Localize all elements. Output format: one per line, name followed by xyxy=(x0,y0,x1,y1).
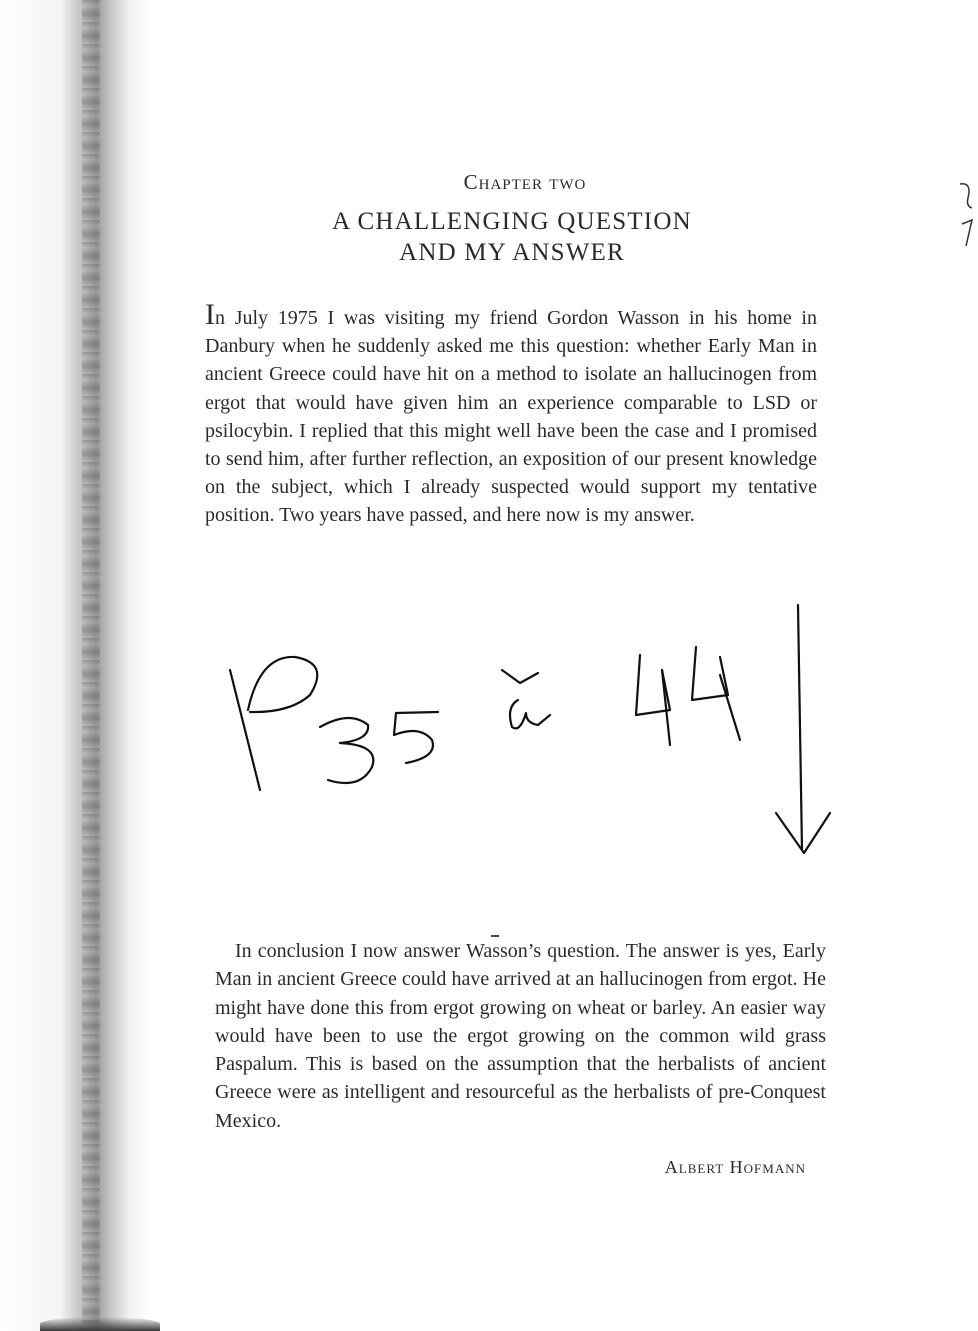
page-corner-shadow xyxy=(40,1317,160,1331)
handwritten-note-p35-a-44 xyxy=(220,595,840,865)
opening-paragraph xyxy=(205,298,817,530)
chapter-label: Chapter two xyxy=(463,170,587,194)
book-spine-shadow xyxy=(0,0,150,1331)
author-signature: Albert Hofmann xyxy=(664,1157,806,1177)
conclusion-paragraph: In conclusion I now answer Wasson’s question. The answer is yes, Early Man in ancient Greece could have arrived at an hallucinogen from ergot. He might have done this from ergot growing on wheat or barley. An easier way would have been to use the ergot growing on the common wild grass Paspalum. This is based on the assumption that the herbalists of ancient Greece were as intelligent and resourceful as the herbalists of pre-Conquest Mexico. xyxy=(215,940,826,1132)
chapter-title-line-1: A CHALLENGING QUESTION xyxy=(332,208,692,235)
opening-paragraph-text: n July 1975 I was visiting my friend Gordon Wasson in his home in Danbury when he suddenly asked me this question: whether Early Man in ancient Greece could have hit on a method to isolate an hallucinogen from ergot that would have given him an experience comparable to LSD or psilocybin. I replied that this might well have been the case and I promised to send him, after further reflection, an exposition of our present knowledge on the subject, which I already suspected would support my tentative position. Two years have passed, and here now is my answer. xyxy=(205,307,817,527)
drop-cap: I xyxy=(205,298,215,331)
chapter-title-line-2: AND MY ANSWER xyxy=(399,239,625,266)
chapter-title xyxy=(0,206,978,268)
